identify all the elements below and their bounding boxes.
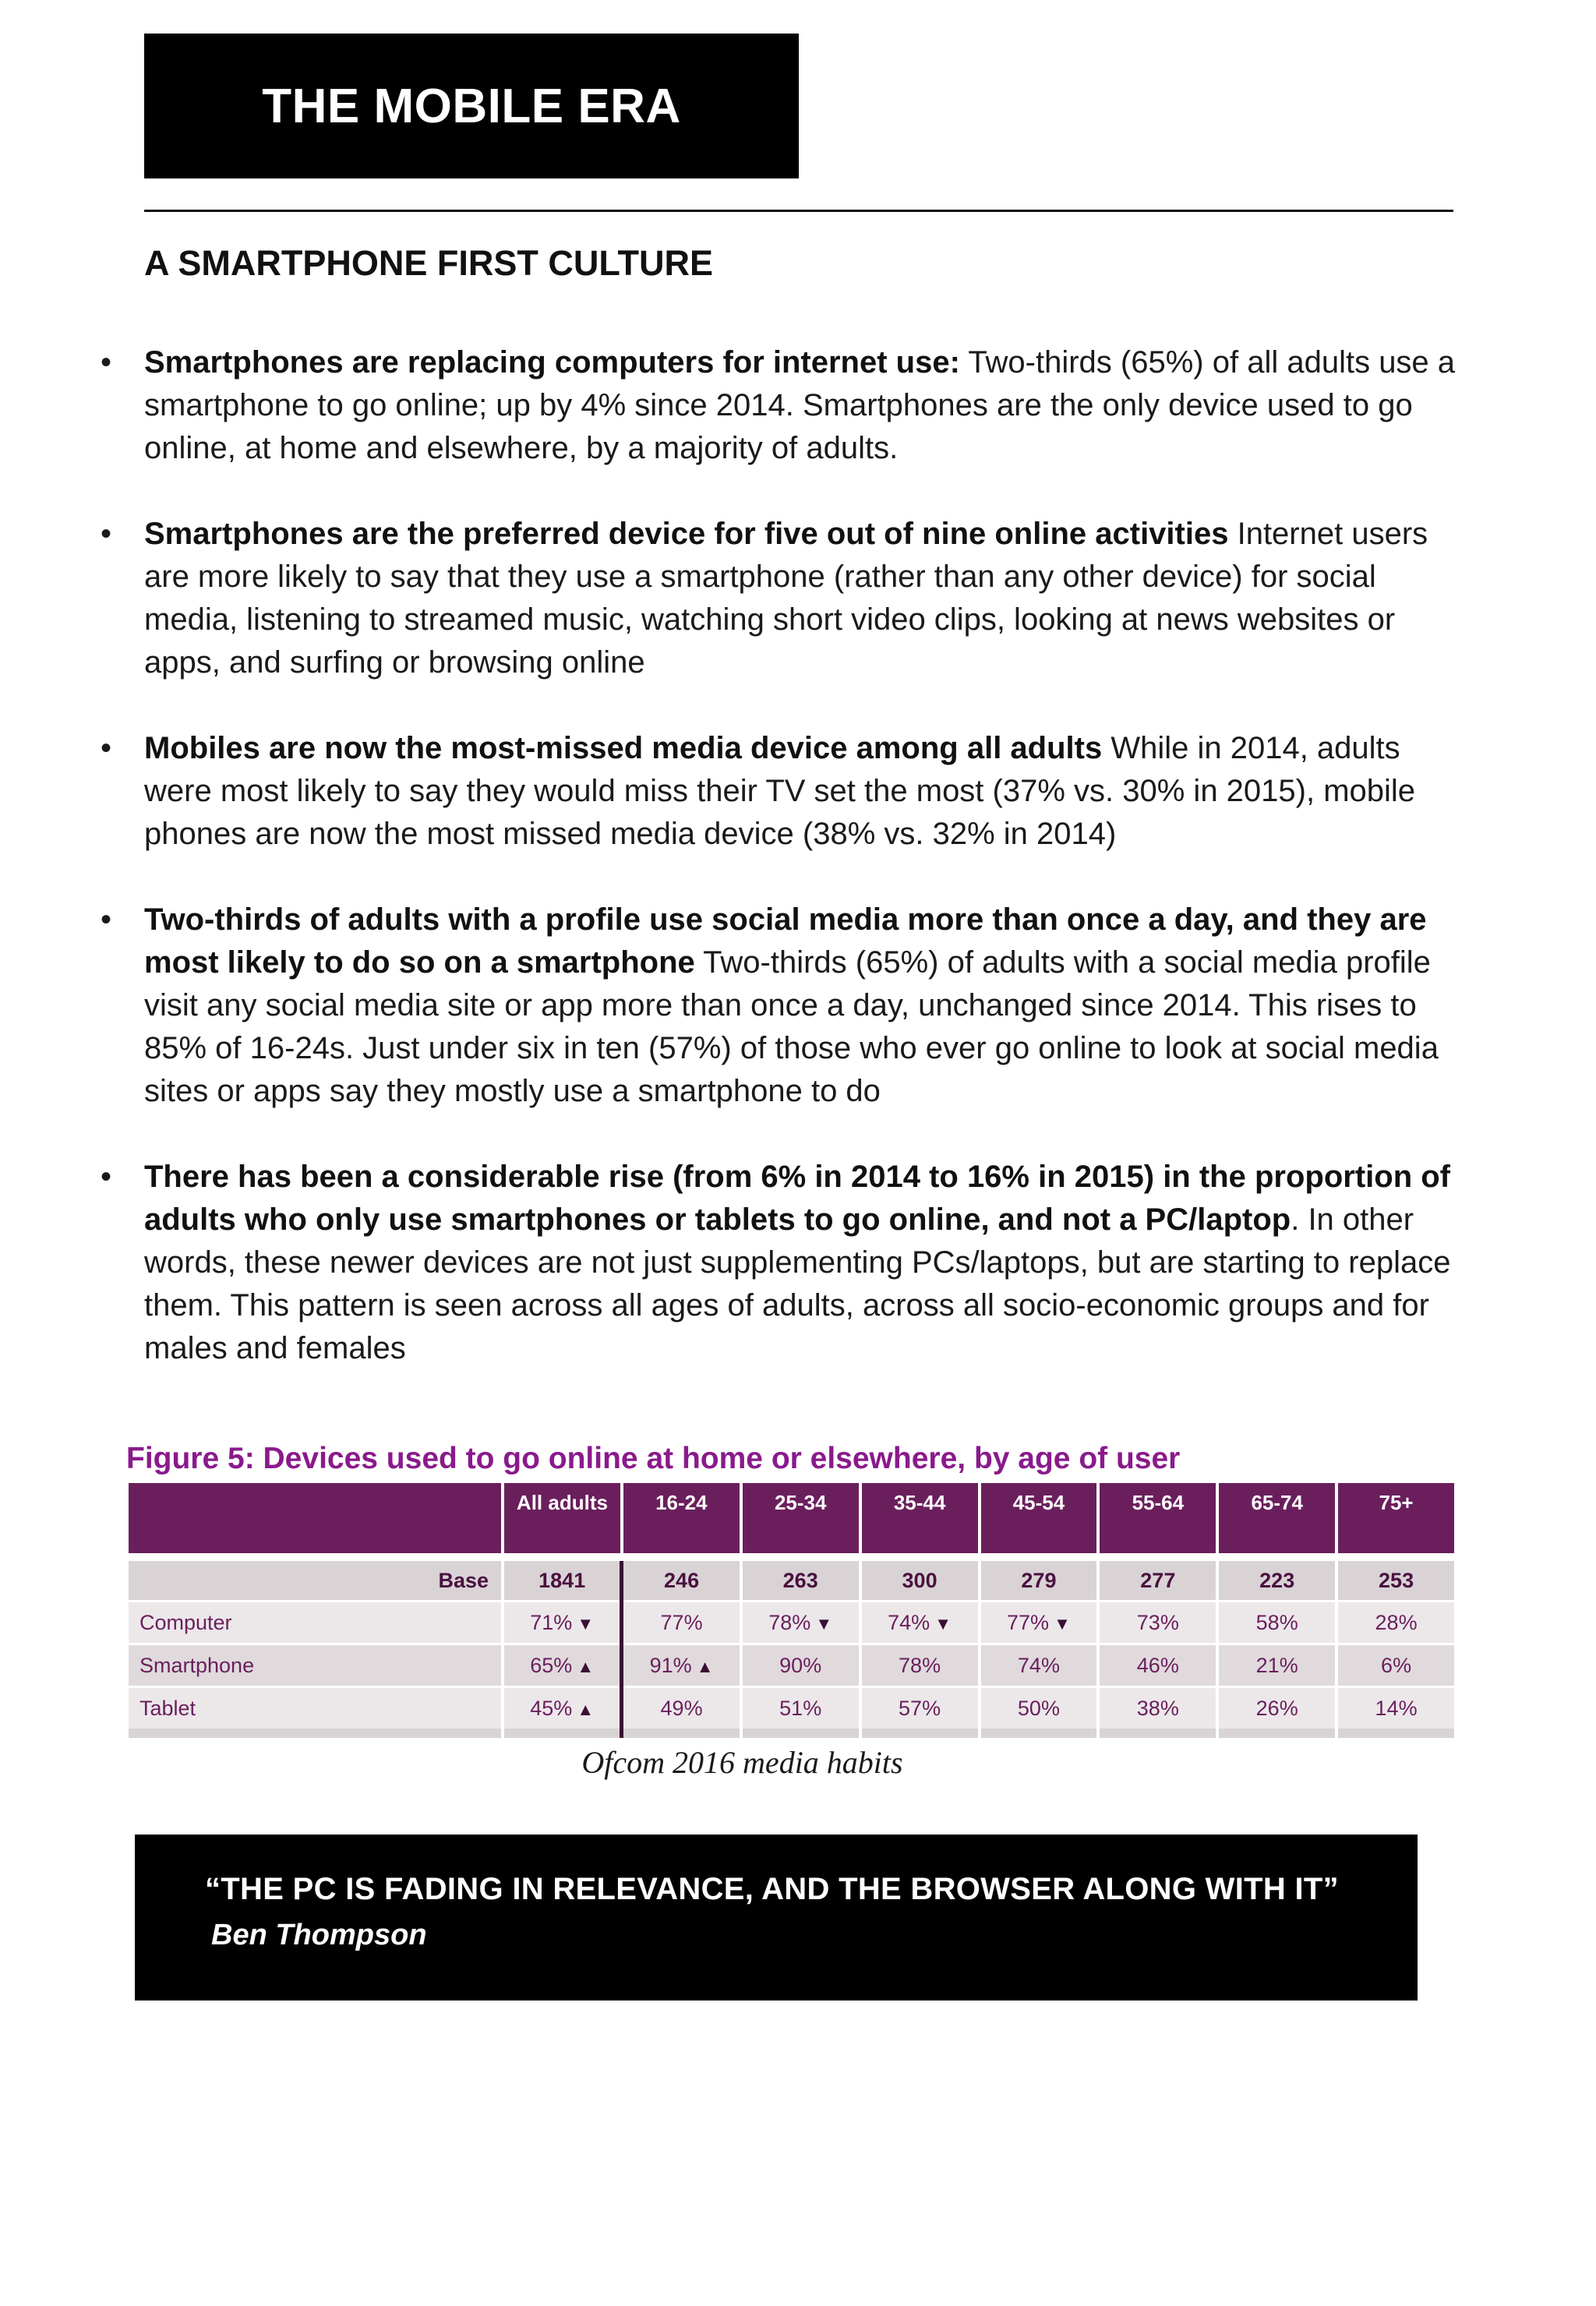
column-header: 75+	[1336, 1483, 1456, 1553]
table-cell: 51%	[741, 1687, 860, 1729]
bullet-item	[144, 341, 1469, 470]
table-cell: 21%	[1217, 1644, 1336, 1687]
table-cell: 279	[980, 1561, 1099, 1601]
quote-box	[135, 1835, 1418, 2001]
column-header: All adults	[503, 1483, 622, 1553]
bullet-lead: Two-thirds of adults with a profile use social media more than once a day, and they are most likely to do so on a smartphone	[144, 902, 1427, 980]
table-cell: 246	[622, 1561, 741, 1601]
row-label: Tablet	[129, 1687, 503, 1729]
bullet-body: Internet users are more likely to say that they use a smartphone (rather than any other device) for social media, listening to streamed music, watching short video clips, looking at news websites or apps, and surfing or browsing online	[144, 517, 1428, 680]
cell-value: 65%	[530, 1653, 573, 1677]
table-cell: 77%	[622, 1601, 741, 1644]
bullet-lead: Mobiles are now the most-missed media device among all adults	[144, 731, 1103, 765]
table-cell	[980, 1601, 1099, 1644]
table-cell: 50%	[980, 1687, 1099, 1729]
bullet-body: Two-thirds (65%) of all adults use a smartphone to go online; up by 4% since 2014. Smartphones are the only device used to go online, at home and elsewhere, by a majority of adults.	[144, 345, 1456, 465]
cell-value: 77%	[1007, 1610, 1050, 1634]
column-header: 35-44	[860, 1483, 980, 1553]
row-label: Base	[129, 1561, 503, 1601]
table-cell: 73%	[1098, 1601, 1217, 1644]
devices-table	[129, 1483, 1457, 1738]
table-row-base	[129, 1561, 1456, 1601]
cell-value: 45%	[530, 1696, 573, 1720]
arrow-down-icon: ▼	[577, 1613, 595, 1633]
bullet-item	[144, 727, 1469, 856]
table-cell	[741, 1601, 860, 1644]
table-row	[129, 1687, 1456, 1729]
cell-value: 74%	[888, 1610, 930, 1634]
arrow-up-icon: ▲	[577, 1699, 595, 1719]
table-cell	[503, 1644, 622, 1687]
table-cell: 263	[741, 1561, 860, 1601]
arrow-up-icon: ▲	[696, 1656, 714, 1676]
table-cell	[622, 1644, 741, 1687]
column-header: 25-34	[741, 1483, 860, 1553]
table-cell: 38%	[1098, 1687, 1217, 1729]
table-corner	[129, 1483, 503, 1553]
table-row	[129, 1601, 1456, 1644]
arrow-down-icon: ▼	[1054, 1613, 1071, 1633]
bullet-body: . In other words, these newer devices are not just supplementing PCs/laptops, but are starting to replace them. This pattern is seen across all ages of adults, across all socio-economic groups and for males and females	[144, 1202, 1451, 1365]
figure-caption: Ofcom 2016 media habits	[581, 1745, 903, 1780]
column-header: 16-24	[622, 1483, 741, 1553]
bullet-lead: Smartphones are the preferred device for five out of nine online activities	[144, 517, 1229, 551]
cell-value: 78%	[768, 1610, 811, 1634]
table-cell	[503, 1687, 622, 1729]
table-cell: 26%	[1217, 1687, 1336, 1729]
table-cell: 90%	[741, 1644, 860, 1687]
figure-title: Figure 5: Devices used to go online at home or elsewhere, by age of user	[126, 1442, 1181, 1475]
bullet-list	[144, 341, 1469, 1413]
row-label: Smartphone	[129, 1644, 503, 1687]
table-cell: 57%	[860, 1687, 980, 1729]
quote-text: “THE PC IS FADING IN RELEVANCE, AND THE BROWSER ALONG WITH IT”	[205, 1872, 1339, 1906]
table-cell	[860, 1601, 980, 1644]
table-cell: 223	[1217, 1561, 1336, 1601]
bullet-body: Two-thirds (65%) of adults with a social media profile visit any social media site or app more than once a day, unchanged since 2014. This rises to 85% of 16-24s. Just under six in ten (57%) of those who ever go online to look at social media sites or apps say they mostly use a smartphone to do	[144, 945, 1439, 1108]
quote-author: Ben Thompson	[211, 1919, 427, 1951]
table-header-row	[129, 1483, 1456, 1553]
bullet-item	[144, 899, 1469, 1113]
section-title: A SMARTPHONE FIRST CULTURE	[144, 243, 713, 283]
page-title: THE MOBILE ERA	[262, 79, 681, 133]
bullet-lead: There has been a considerable rise (from 6% in 2014 to 16% in 2015) in the proportion of adults who only use smartphones or tablets to go online, and not a PC/laptop	[144, 1160, 1450, 1237]
table-cell: 58%	[1217, 1601, 1336, 1644]
column-header: 55-64	[1098, 1483, 1217, 1553]
table-cell: 1841	[503, 1561, 622, 1601]
column-header: 45-54	[980, 1483, 1099, 1553]
bullet-item	[144, 513, 1469, 684]
table-cell: 28%	[1336, 1601, 1456, 1644]
table-cell: 74%	[980, 1644, 1099, 1687]
column-header: 65-74	[1217, 1483, 1336, 1553]
table-cell: 46%	[1098, 1644, 1217, 1687]
bullet-item	[144, 1156, 1469, 1370]
cell-value: 71%	[530, 1610, 573, 1634]
bullet-body: While in 2014, adults were most likely to say they would miss their TV set the most (37% vs. 30% in 2015), mobile phones are now the most missed media device (38% vs. 32% in 2014)	[144, 731, 1416, 851]
table-tail	[129, 1729, 1456, 1738]
table-cell: 277	[1098, 1561, 1217, 1601]
table-spacer	[129, 1553, 1456, 1561]
table-cell: 253	[1336, 1561, 1456, 1601]
table-cell	[503, 1601, 622, 1644]
arrow-up-icon: ▲	[577, 1656, 595, 1676]
table-cell: 14%	[1336, 1687, 1456, 1729]
table-cell: 78%	[860, 1644, 980, 1687]
table-cell: 300	[860, 1561, 980, 1601]
bullet-lead: Smartphones are replacing computers for internet use:	[144, 345, 960, 380]
cell-value: 91%	[649, 1653, 692, 1677]
row-label: Computer	[129, 1601, 503, 1644]
title-banner	[144, 34, 799, 178]
table-row	[129, 1644, 1456, 1687]
table-cell: 6%	[1336, 1644, 1456, 1687]
table-cell: 49%	[622, 1687, 741, 1729]
arrow-down-icon: ▼	[934, 1613, 952, 1633]
arrow-down-icon: ▼	[815, 1613, 833, 1633]
divider	[144, 210, 1453, 212]
